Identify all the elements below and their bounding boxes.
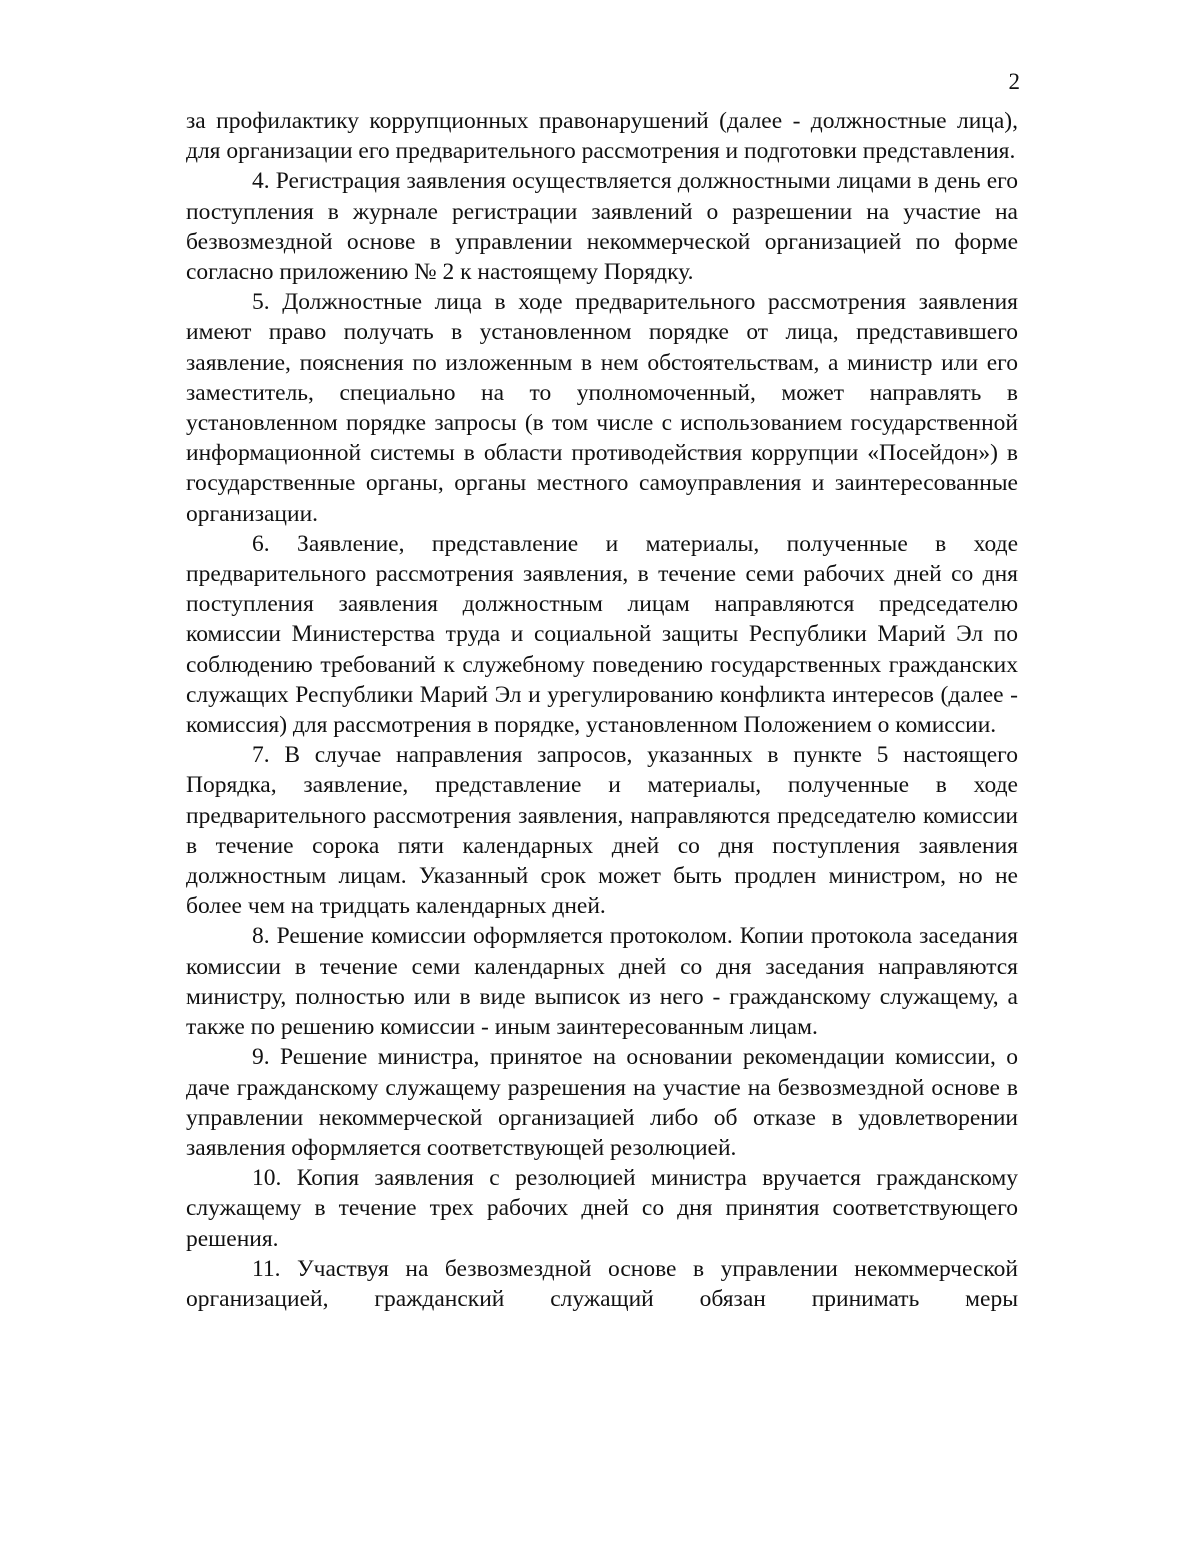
page-number: 2 xyxy=(1008,69,1020,94)
paragraph-item-4: 4. Регистрация заявления осуществляется должностными лицами в день его поступления в журнале регистрации заявлений о разрешении на участие на безвозмездной основе в управлении некоммерческой организацией по форме согласно приложению № 2 к настоящему Порядку. xyxy=(186,168,1018,286)
paragraph-item-9: 9. Решение министра, принятое на основании рекомендации комиссии, о даче гражданскому служащему разрешения на участие на безвозмездной основе в управлении некоммерческой организацией либо об отказе в удовлетворении заявления оформляется соответствующей резолюцией. xyxy=(186,1044,1018,1161)
paragraph-item-5: 5. Должностные лица в ходе предварительного рассмотрения заявления имеют право получать в установленном порядке от лица, представившего заявление, пояснения по изложенным в нем обстоятельствам, а министр или его заместитель, специально на то уполномоченный, может направлять в установленном порядке запросы (в том числе с использованием государственной информационной системы в области противодействия коррупции «Посейдон») в государственные органы, органы местного самоуправления и заинтересованные организации. xyxy=(186,289,1018,527)
paragraph-continuation: за профилактику коррупционных правонарушений (далее - должностные лица), для организации его предварительного рассмотрения и подготовки представления. xyxy=(186,108,1018,165)
paragraph-item-7: 7. В случае направления запросов, указанных в пункте 5 настоящего Порядка, заявление, представление и материалы, полученные в ходе предварительного рассмотрения заявления, направляются председателю комиссии в течение сорока пяти календарных дней со дня поступления заявления должностным лицам. Указанный срок может быть продлен министром, но не более чем на тридцать календарных дней. xyxy=(186,742,1018,920)
document-body xyxy=(186,106,1018,1314)
paragraph-item-11: 11. Участвуя на безвозмездной основе в управлении некоммерческой организацией, гражданский служащий обязан принимать меры xyxy=(186,1255,1018,1312)
paragraph-item-8: 8. Решение комиссии оформляется протоколом. Копии протокола заседания комиссии в течение семи календарных дней со дня заседания направляются министру, полностью или в виде выписок из него - гражданскому служащему, а также по решению комиссии - иным заинтересованным лицам. xyxy=(186,923,1018,1041)
paragraph-item-10: 10. Копия заявления с резолюцией министра вручается гражданскому служащему в течение трех рабочих дней со дня принятия соответствующего решения. xyxy=(186,1165,1018,1252)
paragraph-item-6: 6. Заявление, представление и материалы, полученные в ходе предварительного рассмотрения заявления, в течение семи рабочих дней со дня поступления заявления должностным лицам направляются председателю комиссии Министерства труда и социальной защиты Республики Марий Эл по соблюдению требований к служебному поведению государственных гражданских служащих Республики Марий Эл и урегулированию конфликта интересов (далее - комиссия) для рассмотрения в порядке, установленном Положением о комиссии. xyxy=(186,530,1018,739)
